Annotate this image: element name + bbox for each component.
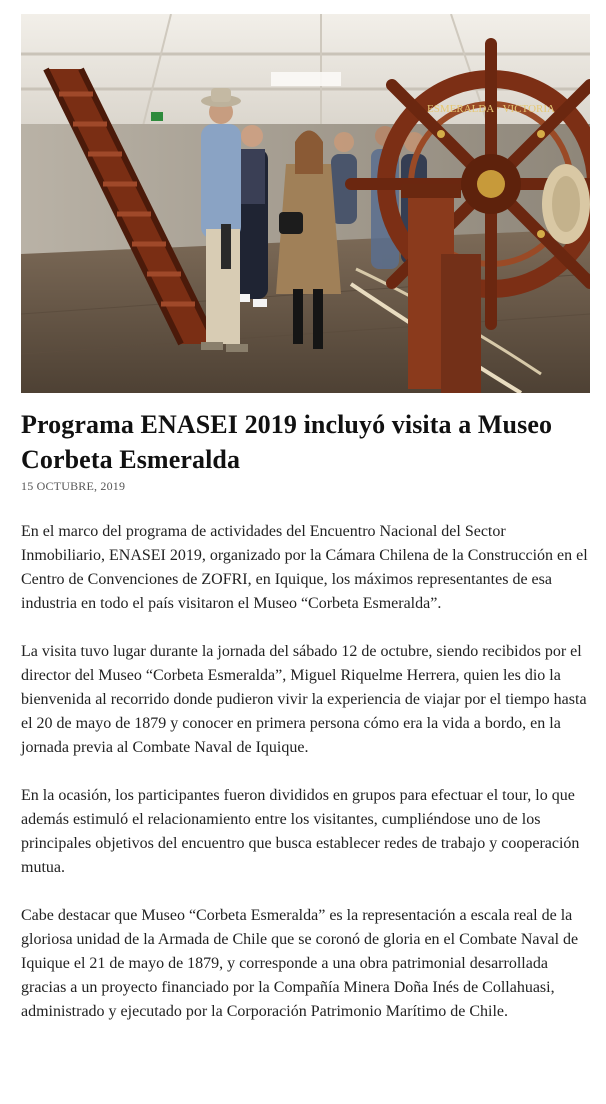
article-paragraph: Cabe destacar que Museo “Corbeta Esmeralda” es la representación a escala real de la gloriosa unidad de la Armada de Chile que se coronó de gloria en el Combate Naval de Iquique el 21 de mayo de 1879, y corresponde a una obra patrimonial desarrollada gracias a un proyecto financiado por la Compañía Minera Doña Inés de Collahuasi, administrado y ejecutado por la Corporación Patrimonio Marítimo de Chile.	[21, 907, 579, 1020]
article	[21, 14, 591, 1048]
article-paragraph: En el marco del programa de actividades del Encuentro Nacional del Sector Inmobiliario, ENASEI 2019, organizado por la Cámara Chilena de la Construcción en el Centro de Convenciones de ZOFRI, en Iquique, los máximos representantes de esa industria en todo el país visitaron el Museo “Corbeta Esmeralda”.	[21, 523, 588, 612]
article-paragraph: En la ocasión, los participantes fueron divididos en grupos para efectuar el tour, lo que además estimuló el relacionamiento entre los visitantes, cumpliéndose uno de los principales objetivos del encuentro que busca establecer redes de trabajo y cooperación mutua.	[21, 787, 580, 876]
article-body	[21, 520, 591, 1024]
article-date: 15 OCTUBRE, 2019	[21, 479, 126, 493]
article-title: Programa ENASEI 2019 incluyó visita a Museo Corbeta Esmeralda	[21, 410, 553, 474]
helm-inscription: ESMERALDA · VICTORIA	[427, 103, 555, 115]
article-hero-image	[21, 14, 590, 393]
article-paragraph: La visita tuvo lugar durante la jornada del sábado 12 de octubre, siendo recibidos por el director del Museo “Corbeta Esmeralda”, Miguel Riquelme Herrera, quien les dio la bienvenida al recorrido donde pudieron vivir la experiencia de viajar por el tiempo hasta el 20 de mayo de 1879 y conocer en primera persona cómo era la vida a bordo, en la jornada previa al Combate Naval de Iquique.	[21, 643, 587, 756]
